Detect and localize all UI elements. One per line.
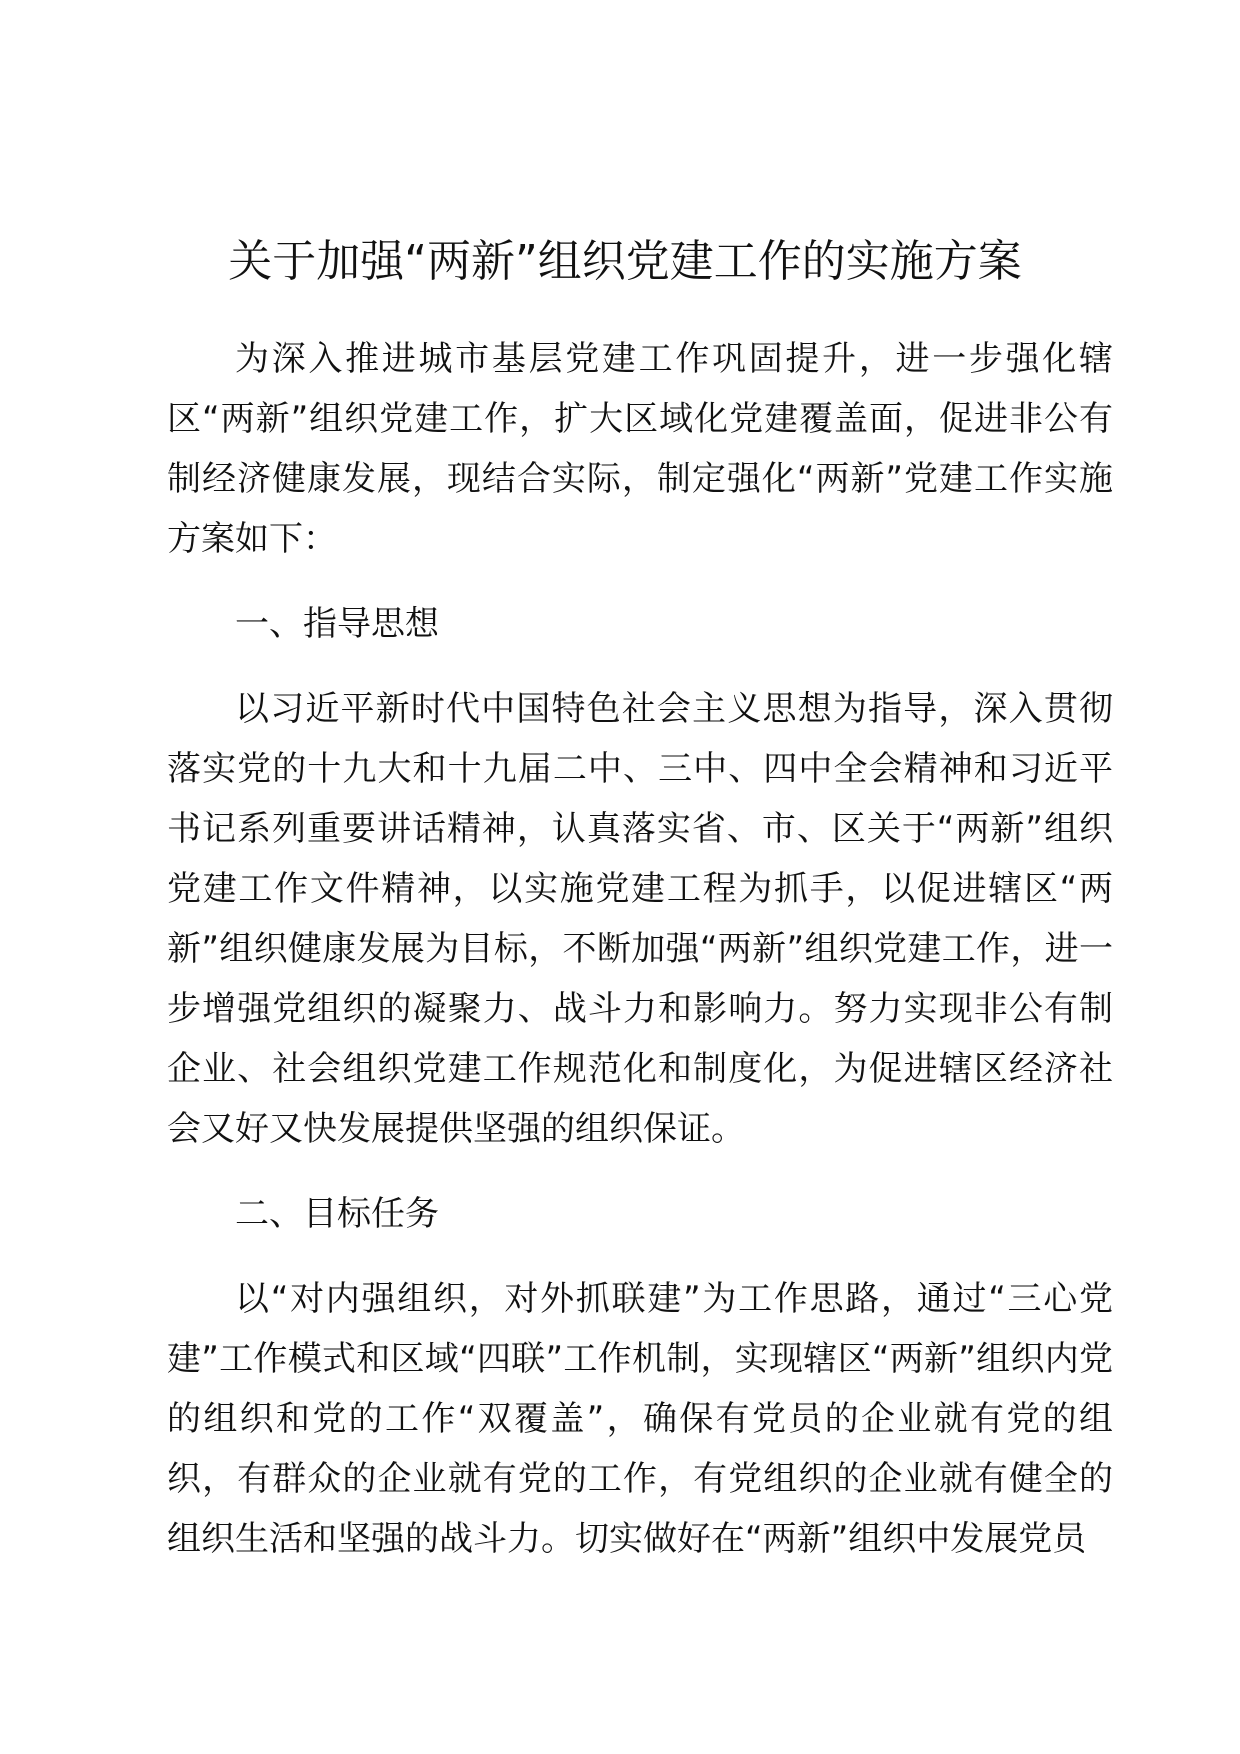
section-heading-goals-tasks: 二、目标任务 (235, 1194, 439, 1234)
paragraph-goals-tasks: 以“对内强组织，对外抓联建”为工作思路，通过“三心党建”工作模式和区域“四联”工作机制，实现辖区“两新”组织内党的组织和党的工作“双覆盖”，确保有党员的企业就有党的组织，有群众的企业就有党的工作，有党组织的企业就有健全的组织生活和坚强的战斗力。切实做好在“两新”组织中发展党员 (167, 1279, 1113, 1559)
document-body (167, 329, 1113, 1569)
document-title: 关于加强“两新”组织党建工作的实施方案 (228, 236, 1022, 287)
section-heading-guiding-ideology: 一、指导思想 (235, 604, 439, 644)
paragraph-intro: 为深入推进城市基层党建工作巩固提升，进一步强化辖区“两新”组织党建工作，扩大区域化党建覆盖面，促进非公有制经济健康发展，现结合实际，制定强化“两新”党建工作实施方案如下： (167, 339, 1113, 559)
paragraph-guiding-ideology: 以习近平新时代中国特色社会主义思想为指导，深入贯彻落实党的十九大和十九届二中、三中、四中全会精神和习近平书记系列重要讲话精神，认真落实省、市、区关于“两新”组织党建工作文件精神，以实施党建工程为抓手，以促进辖区“两新”组织健康发展为目标，不断加强“两新”组织党建工作，进一步增强党组织的凝聚力、战斗力和影响力。努力实现非公有制企业、社会组织党建工作规范化和制度化，为促进辖区经济社会又好又快发展提供坚强的组织保证。 (167, 689, 1113, 1149)
